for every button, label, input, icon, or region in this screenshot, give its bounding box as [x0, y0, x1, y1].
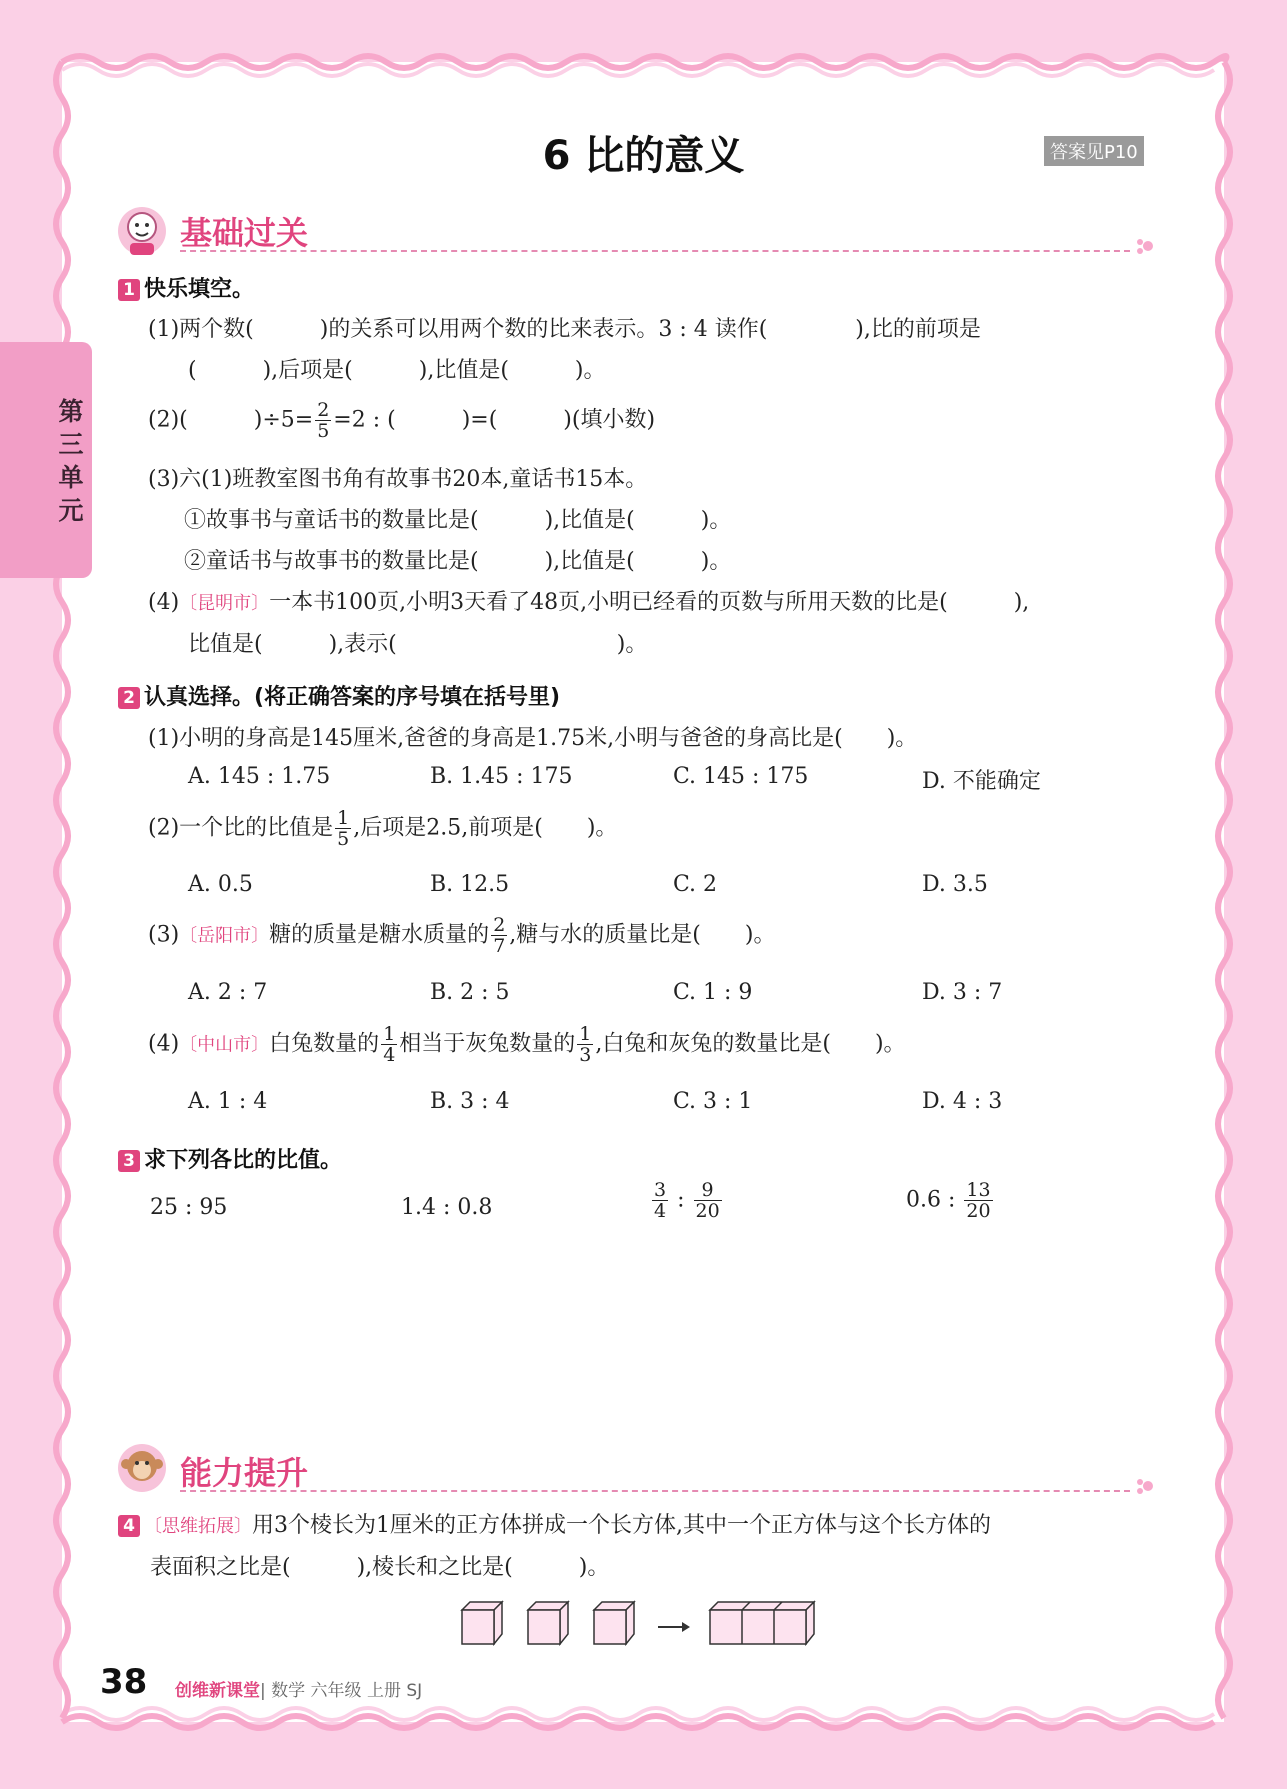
numerator: 2	[493, 914, 506, 936]
question-number: 2	[118, 687, 140, 709]
question-number: 3	[118, 1150, 140, 1172]
source-tag: 〔思维拓展〕	[144, 1516, 252, 1537]
numerator: 1	[579, 1023, 592, 1045]
q1-line-5: ①故事书与童话书的数量比是( ),比值是( )。	[184, 508, 732, 533]
numerator: 3	[654, 1179, 667, 1201]
denominator: 20	[966, 1200, 991, 1222]
text: (4)	[148, 1031, 180, 1057]
question-2-heading	[118, 680, 560, 711]
q1-line-7	[148, 585, 1029, 616]
q2-part-2	[148, 808, 617, 849]
fraction	[577, 1024, 593, 1065]
q2-p4-option-a: A. 1 : 4	[188, 1089, 268, 1114]
ratio-2: 1.4 : 0.8	[401, 1195, 493, 1220]
ratio-4	[906, 1180, 995, 1221]
section-divider	[180, 1490, 1130, 1492]
ratio-1: 25 : 95	[150, 1195, 228, 1220]
q1-line-6: ②童话书与故事书的数量比是( ),比值是( )。	[184, 549, 732, 574]
denominator: 7	[493, 935, 506, 957]
text: 一本书100页,小明3天看了48页,小明已经看的页数与所用天数的比是( ),	[269, 590, 1030, 615]
q2-p1-option-c: C. 145 : 175	[673, 764, 809, 789]
numerator: 1	[383, 1023, 396, 1045]
text: (4)	[148, 590, 180, 615]
footer-info	[175, 1676, 422, 1701]
question-title: 求下列各比的比值。	[144, 1148, 343, 1173]
question-number: 4	[118, 1515, 140, 1537]
cube-icon	[594, 1602, 634, 1644]
q2-p1-option-d: D. 不能确定	[922, 769, 1041, 794]
q2-part-4	[148, 1024, 906, 1065]
cubes-diagram	[458, 1598, 818, 1654]
question-title: 快乐填空。	[144, 277, 255, 302]
q2-p2-option-b: B. 12.5	[430, 872, 510, 897]
text: (2)一个比的比值是	[148, 815, 334, 841]
q2-p1-option-a: A. 145 : 1.75	[188, 764, 331, 789]
numerator: 1	[337, 807, 350, 829]
q2-p4-option-d: D. 4 : 3	[922, 1089, 1003, 1114]
arrow-right-icon	[658, 1622, 690, 1632]
fraction	[381, 1024, 397, 1065]
decorative-dots-icon	[1134, 236, 1164, 256]
numerator: 13	[966, 1179, 991, 1201]
text: 白兔数量的	[269, 1031, 380, 1057]
text: 糖的质量是糖水质量的	[269, 922, 490, 948]
fraction	[335, 808, 351, 849]
unit-label: 第三单元	[58, 397, 84, 525]
q2-p3-option-c: C. 1 : 9	[673, 980, 753, 1005]
cuboid-icon	[710, 1602, 814, 1644]
denominator: 4	[654, 1200, 667, 1222]
q1-line-4: (3)六(1)班教室图书角有故事书20本,童话书15本。	[148, 467, 648, 492]
fraction	[694, 1180, 722, 1221]
denominator: 3	[579, 1044, 592, 1066]
page-number: 38	[100, 1662, 148, 1702]
section-title-advanced: 能力提升	[180, 1454, 309, 1492]
q1-line-8: 比值是( ),表示( )。	[188, 632, 648, 657]
q1-line-3	[148, 400, 655, 441]
q2-p2-option-a: A. 0.5	[188, 872, 253, 897]
text: (3)	[148, 922, 180, 948]
q2-p2-option-d: D. 3.5	[922, 872, 988, 897]
denominator: 20	[695, 1200, 720, 1222]
text: 0.6 :	[906, 1187, 956, 1213]
q1-line-1: (1)两个数( )的关系可以用两个数的比来表示。3 : 4 读作( ),比的前项是	[148, 317, 981, 342]
section-title-basics: 基础过关	[180, 214, 309, 252]
text: (2)( )÷5=	[148, 407, 314, 433]
q2-p3-option-b: B. 2 : 5	[430, 980, 510, 1005]
page-title: 6 比的意义	[542, 133, 745, 179]
source-tag: 〔中山市〕	[179, 1034, 270, 1056]
text: ,白兔和灰兔的数量比是( )。	[595, 1031, 906, 1057]
decorative-dots-icon	[1134, 1476, 1164, 1496]
cube-icon	[528, 1602, 568, 1644]
mascot-icon	[114, 203, 174, 259]
q4-line-2: 表面积之比是( ),棱长和之比是( )。	[150, 1555, 610, 1580]
q2-p2-option-c: C. 2	[673, 872, 718, 897]
q2-part-1: (1)小明的身高是145厘米,爸爸的身高是1.75米,小明与爸爸的身高比是( )。	[148, 726, 918, 751]
q2-part-3	[148, 915, 775, 956]
section-divider	[180, 250, 1130, 252]
text: 用3个棱长为1厘米的正方体拼成一个长方体,其中一个正方体与这个长方体的	[252, 1513, 991, 1538]
q4-line-1	[118, 1508, 991, 1539]
numerator: 2	[317, 399, 330, 421]
question-number: 1	[118, 279, 140, 301]
source-tag: 〔岳阳市〕	[179, 925, 270, 947]
monkey-mascot-icon	[114, 1440, 174, 1496]
denominator: 4	[383, 1044, 396, 1066]
denominator: 5	[337, 828, 350, 850]
fraction	[491, 915, 507, 956]
question-3-heading	[118, 1143, 342, 1174]
q2-p4-option-b: B. 3 : 4	[430, 1089, 510, 1114]
q2-p3-option-d: D. 3 : 7	[922, 980, 1003, 1005]
source-tag: 〔昆明市〕	[179, 593, 270, 614]
q2-p1-option-b: B. 1.45 : 175	[430, 764, 573, 789]
question-1-heading	[118, 272, 254, 303]
fraction	[964, 1180, 992, 1221]
text: ,糖与水的质量比是( )。	[509, 922, 776, 948]
book-info: | 数学 六年级 上册 SJ	[260, 1681, 423, 1701]
cube-icon	[462, 1602, 502, 1644]
q2-p3-option-a: A. 2 : 7	[188, 980, 268, 1005]
fraction	[652, 1180, 668, 1221]
ratio-3: $\frac{3}{4}$ : $\frac{9}{20}$	[654, 1179, 720, 1222]
numerator: 9	[694, 1180, 722, 1201]
text: ,后项是2.5,前项是( )。	[353, 815, 618, 841]
answer-reference-badge: 答案见P10	[1044, 136, 1144, 166]
text: =2 : ( )=( )(填小数)	[333, 407, 656, 433]
q2-p4-option-c: C. 3 : 1	[673, 1089, 753, 1114]
question-title: 认真选择。(将正确答案的序号填在括号里)	[144, 685, 561, 710]
brand-name: 创维新课堂	[175, 1681, 260, 1701]
q1-line-2: ( ),后项是( ),比值是( )。	[188, 358, 606, 383]
denominator: 5	[317, 420, 330, 442]
text: 相当于灰兔数量的	[399, 1031, 576, 1057]
fraction	[315, 400, 331, 441]
